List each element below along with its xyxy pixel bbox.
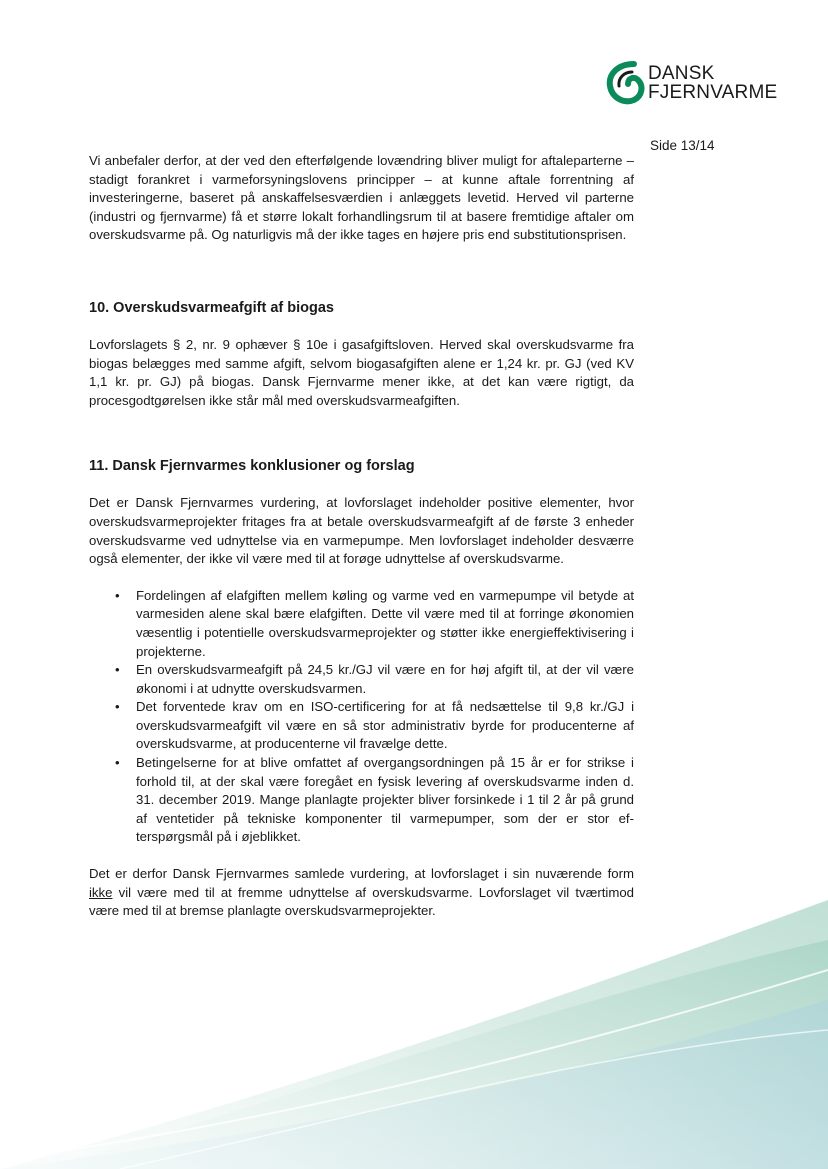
- list-item: • Det forventede krav om en ISO-certificering for at få nedsættelse til 9,8 kr./GJ i overskudsvarmeafgift vil være en så stor administrativ byrde for producenterne af overskudsvarme, at producenterne vil fravælge dette.: [89, 698, 634, 754]
- list-item: • Betingelserne for at blive omfattet af overgangsordningen på 15 år er for strikse i forhold til, at der skal være foregået en fysisk levering af overskudsvarme inden d. 31. december 2019. Mange planlagte projekter bliver forsinkede i 1 til 2 år på grund af ventetider på tekniske komponenter til varmepumper, som der er stor efterspørgsmål på i øjeblikket.: [89, 754, 634, 847]
- section-11-heading: 11. Dansk Fjernvarmes konklusioner og forslag: [89, 458, 415, 475]
- intro-paragraph: Vi anbefaler derfor, at der ved den efterfølgende lovændring bliver muligt for aftaleparterne – stadigt forankret i varmeforsyningslovens principper – at kunne aftale forrentning af investeringerne, baseret på anskaffelsesværdien i anlæggets levetid. Herved vil parterne (industri og fjernvarme) få et større lokalt forhandlingsrum til at basere fremtidige aftaler om overskudsvarme på. Og naturligvis må der ikke tages en højere pris end substitutionsprisen.: [89, 153, 634, 243]
- conclusion-bullet-list: [89, 587, 634, 847]
- closing-text-end: vil være med til at fremme udnyttelse af overskudsvarme. Lovforslaget vil tværtimod være med til at bremse planlagte overskudsvarmeprojekter.: [89, 884, 634, 919]
- list-item: • En overskudsvarmeafgift på 24,5 kr./GJ vil være en for høj afgift til, at der vil være økonomi i at udnytte overskudsvarmen.: [89, 661, 634, 698]
- list-item: • Fordelingen af elafgiften mellem køling og varme ved en varmepumpe vil betyde at varmesiden alene skal bære elafgiften. Dette vil være med til at forringe økonomien væsentlig i potentielle overskudsvarmeprojekter og støtter ikke energieffektivisering i projekterne.: [89, 587, 634, 661]
- logo-line-1: DANSK: [648, 63, 715, 84]
- section-10-paragraph: Lovforslagets § 2, nr. 9 ophæver § 10e i gasafgiftsloven. Herved skal overskudsvarme fra biogas belægges med samme afgift, selvom biogasafgiften alene er 1,24 kr. pr. GJ (ved KV 1,1 kr. pr. GJ) på biogas. Dansk Fjernvarme mener ikke, at det kan være rigtigt, da procesgodtgørelsen ikke står mål med overskudsvarmeafgiften.: [89, 336, 634, 408]
- dansk-fjernvarme-logo: [604, 58, 778, 110]
- section-10-heading: 10. Overskudsvarmeafgift af biogas: [89, 299, 334, 316]
- document-body: [89, 152, 634, 921]
- logo-swirl-icon: [604, 58, 648, 108]
- closing-text-start: Det er derfor Dansk Fjernvarmes samlede vurdering, at lovforslaget i sin nuværende form: [89, 866, 634, 882]
- section-11-paragraph: Det er Dansk Fjernvarmes vurdering, at lovforslaget indeholder positive elementer, hvor overskudsvarmeprojekter fritages fra at betale overskudsvarmeafgift af de første 3 enheder overskudsvarme ved udnyttelse via en varmepumpe. Men lovforslaget indeholder desværre også elementer, der ikke vil være med til at forøge udnyttelse af overskudsvarme.: [89, 495, 634, 567]
- decorative-wave-background: [0, 880, 828, 1169]
- logo-wordmark: [648, 64, 777, 102]
- logo-line-2: FJERNVARME: [648, 82, 778, 103]
- page-number: Side 13/14: [650, 138, 715, 153]
- underlined-word: ikke: [89, 884, 113, 900]
